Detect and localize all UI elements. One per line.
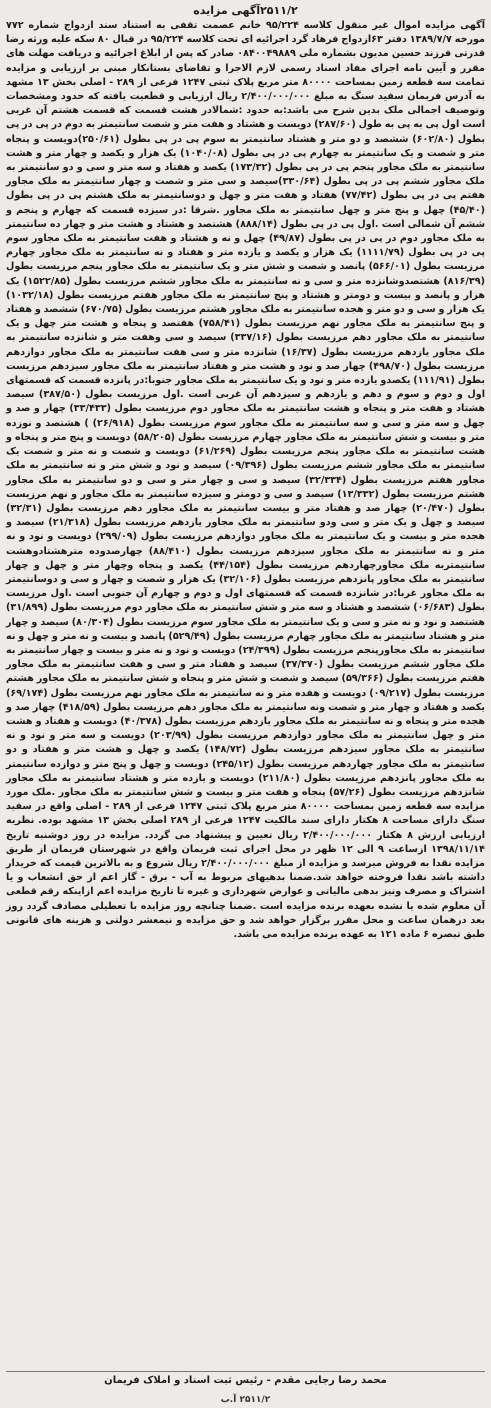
notice-body: آگهی مزایده اموال غیر منقول کلاسه ۹۵/۲۲۴ خانم عصمت تقفی به استناد سند ازدواج شماره ۷۷۲ مورخه ۱۳۸۹/۷/۷ دفتر ۶۳ازدواج فرهاد گرد اجرائیه ای تحت کلاسه ۹۵/۲۲۴ در قبال ۸۰ سکه علیه ورثه رضا قدرتی فرزند حسین مدیون بشماره ملی ۰۸۴۰۰۴۹۸۸۹ صادر که پس از ابلاغ اجرائیه و دریافت مهلت های مقرر و آیین نامه اجرای مفاد اسناد رسمی لازم الاجرا و تقاضای بستانکار مبنی بر ارزیابی و مزایده تمامت سه قطعه زمین بمساحت ۸۰۰۰۰ متر مربع پلاک ثبتی ۱۲۴۷ فرعی از ۲۸۹ - اصلی بخش ۱۳ مشهد به آدرس فریمان سفید سنگ به مبلغ ۲/۴۰۰/۰۰۰/۰۰۰ ریال ارزیابی و قطعیت یافته که حدود ومشخصات وتوصیف اجمالی ملک بدین شرح می باشد:به حدود :شمالادر هشت قسمت که قسمت هشتم آن غربی است اول پی به پی به طول (۲۸۷/۶۰) دویست و هشتاد و هفت متر و شصت سانتیمتر به دوم در پی در پی بطول (۶۰۲/۸۰) ششصد و دو متر و هشتاد سانتیمتر به سوم پی در پی بطول (۲۵۰/۶۱)دویست و پنجاه متر و شصت و یک سانتیمتر به چهارم پی در پی بطول (۱۰۴۰/۰۸) یک هزار و یکصد و چهار متر و هشت سانتیمتر به ملک مجاور پنجم پی در پی بطول (۱۷۳/۳۲) یکصد و هفتاد و سه متر و سی و دو سانتیمتر به ملک مجاور ششم پی در پی بطول (۳۳۰/۶۴)سیصد و سی متر و شصت و چهار سانتیمتر به ملک مجاور هفتم پی در پی بطول (۷۷/۴۲) هفتاد و هفت متر و چهل و دوسانتیمتر به ملک هشتم پی در پی بطول (۴۵/۴۰) چهل و پنج متر و چهل سانتیمتر به ملک مجاور .شرقا :در سیزده قسمت که چهارم و پنجم و ششم آن شمالی است .اول پی در پی بطول (۸۸۸/۱۴) هشتصد و هشتاد و هشت متر و چهار ده سانتیمتر به ملک مجاور دوم در پی در پی بطول (۴۹/۸۷) چهل و نه و هشتاد و هفت سانتیمتر به ملک مجاور سوم پی در پی بطول (۱۱۱۱/۷۹) یک هزار و یکصد و یازده متر و هفتاد و نه سانتیمتر به ملک مجاور چهارم مرزیست بطول (۵۶۶/۰۱) پانصد و شصت و شش متر و یک سانتیمتر به ملک مجاور پنجم مرزیست بطول (۸۱۶/۳۹) هشتصدوشانزده متر و سی و نه سانتیمتر به ملک مجاور ششم مرزیست بطول (۱۵۲۲/۸۵) یک هزار و پانصد و بیست و دومتر و هشتاد و پنج سانتیمتر به ملک مجاور هفتم مرزیست بطول (۱۰۳۲/۱۸) یک هزار و سی و دو متر و هجده سانتیمتر به ملک مجاور هشتم مرزیست بطول (۶۷۰/۷۵) ششصد و هفتاد و پنج سانتیمتر به ملک مجاور نهم مرزیست بطول (۷۵۸/۴۱) هفتصد و پنجاه و هشت متر چهل و یک سانتیمتر به ملک مجاور دهم مرزیست بطول (۳۳۷/۱۶) سیصد و سی وهفت متر و شانزده سانتیمتر به ملک مجاور یازدهم مرزیست بطول (۱۶/۳۷) شانزده متر و سی هفت سانتیمتر به ملک مجاور دوازدهم مرزیست بطول (۴۹۸/۷۰) چهار صد و نود و هشت متر و هفتاد سانتیمتر به ملک مجاور سیزدهم مرزیست بطول (۱۱۱/۹۱) یکصدو یازده متر و نود و یک سانتیمتر به ملک مجاور جنوبا:در پانزده قسمت که قسمتهای اول و دوم و سوم و دهم و یازدهم و سیزدهم آن غربی است .اول مرزیست بطول (۳۸۷/۵۰) سیصد هشتاد و هفت متر و پنجاه و هشت سانتیمتر به ملک مجاور دوم مرزیست بطول (۳۳/۴۳۳) چهار و صد و چهل و سه متر و سی و سه سانتیمتر به ملک مجاور سوم مرزیست بطول (۲۶/۹۱۸) ) هشتصد و نوزده متر و بیست و شش سانتیمتر به ملک مجاور چهارم مرزیست بطول (۵۸/۲۰۵) دویست و پنج متر و پنجاه و هشت سانتیمتر به ملک مجاور پنجم مرزیست بطول (۶۱/۲۶۹) دویست و شصت و نه متر و شصت یک سانتیمتر به ملک مجاور ششم مرزیست بطول (۰۹/۳۹۶) سیصد و نود و شش متر و نه سانتیمتر به ملک مجاور هفتم مرزیست بطول (۳۲/۳۳۴) سیصد و سی و چهار متر و سی و دو سانتیمتر به ملک مجاور هشتم مرزیست بطول (۱۳/۳۳۲) سیصد و سی و دومتر و سیزده سانتیمتر به ملک مجاور و نهم مرزیست بطول (۲۰/۴۷۰) چهار صد و هفتاد متر و بیست سانتیمتر به ملک مجاور دهم مرزیست بطول (۳۲/۳۱) سیصد و چهل و یک متر و سی ودو سانتیمتر به ملک مجاور یازدهم مرزیست بطول (۲۱/۳۱۸) سیصد و هجده متر و بیست و یک سانتیمتر به ملک مجاور دوازدهم مرزیست بطول (۲۹۹/۰۹) دویست و نود و نه متر و نه سانتیمتر به ملک مجاور سیزدهم مرزیست بطول (۸۸/۴۱۰) چهارصدوده مترهشتادوهشت سانتیمتربه ملک مجاورچهاردهم مرزیست بطول (۴۴/۱۵۴) یکصد و پنجاه وچهار متر و چهل و چهار سانتیمتر به ملک مجاور پانزدهم مرزیست بطول (۳۲/۱۰۶) یک هزار و شصت و چهار و سی و دوسانتیمتر به ملک مجاور غربا:در شانزده قسمت که قسمتهای اول و دوم و چهارم آن جنوبی است .اول مرزیست بطول (۰۶/۶۸۳) ششصد و هشتاد و سه متر و شش سانتیمتر به ملک مجاور دوم مرزیست بطول (۳۱/۸۹۹) هشتصد و نود و نه متر و سی و یک سانتیمتر به ملک مجاور سوم مرزیست بطول (۸۰/۳۰۴) سیصد و چهار متر و هشتاد سانتیمتر به ملک مجاور چهارم مرزیست بطول (۵۲۹/۴۹) پانصد و بیست و نه متر و چهل و نه سانتیمتر به ملک مجاورپنجم مرزیست بطول (۲۴/۳۹۹) دویست و نود و نه متر و بیست و چهار سانتیمتر به ملک مجاور ششم مرزیست بطول (۳۷/۳۷۰) سیصد و هفتاد متر و سی و هفت سانتیمتر به ملک مجاور هفتم مرزیست بطول (۵۹/۳۶۶) سیصد و شصت و شش متر و پنجاه و شش سانتیمتر به ملک مجاور هشتم مرزیست بطول (۰۹/۲۱۷) دویست و هفده متر و نه سانتیمتر به ملک مجاور نهم مرزیست بطول (۶۹/۱۷۴) یکصد و هفتاد و چهار متر و شصت ونه سانتیمتر به ملک مجاور دهم مرزیست بطول (۴۱۸/۵۹) چهار صد و هجده متر و پنجاه و نه سانتیمتر به ملک مجاور یازدهم مرزیست بطول (۴۰/۳۷۸) دویست و هفتاد و هشت متر و چهل سانتیمتر به ملک مجاور دوازدهم مرزیست بطول (۲۰۳/۹۹) دویست و سه متر و نود و نه سانتیمتر به ملک مجاور سیزدهم مرزیست بطول (۱۴۸/۷۲) یکصد و چهل و هشت متر و هفتاد و دو سانتیمتر به ملک مجاور چهاردهم مرزیست بطول (۲۴۵/۱۲) دویست و چهل و پنج متر و دوازده سانتیمتر به ملک مجاور پانزدهم مرزیست بطول (۲۱۱/۸۰) دویست و یازده متر و هشتاد سانتیمتر به ملک مجاور شانزدهم مرزیست بطول (۵۷/۲۶) پنجاه و هفت متر و بیست و شش سانتیمتر به ملک مجاور .ملک مورد مزایده سه قطعه زمین بمساحت ۸۰۰۰۰ متر مربع پلاک ثبتی ۱۲۴۷ فرعی از ۲۸۹ - اصلی واقع در سفید سنگ دارای مساحت ۸ هکتار دارای سند مالکیت ۱۲۴۷ فرعی از ۲۸۹ اصلی بخش ۱۳ مشهد بوده. نظریه ارزیابی ارزش ۸ هکتار ۲/۴۰۰/۰۰۰/۰۰۰ ریال تعیین و پیشنهاد می گردد. مزایده در روز دوشنبه تاریخ ۱۳۹۸/۱۱/۱۴ ازساعت ۹ الی ۱۲ ظهر در محل اجرای ثبت فریمان واقع در شهرستان فریمان از طریق مزایده نقدا به فروش میرسد و مزایده از مبلغ ۲/۴۰۰/۰۰۰/۰۰۰ ریال شروع و به بالاترین قیمت که خریدار داشته باشد نقدا فروخته خواهد شد.ضمنا بدهیهای مربوط به آب - برق - گاز اعم از حق انشعاب و یا اشتراک و مصرف ونیز بدهی مالیاتی و عوارض شهرداری و غیره تا تاریخ مزایده اعم ازاینکه رقم قطعی آن معلوم شده یا نشده بعهده برنده مزایده است .ضمنا چنانچه روز مزایده با تعطیلی مصادف گردد روز بعد درهمان ساعت و محل مقرر برگزار خواهد شد و حق مزایده و نیمعشر دولتی و هزینه های قانونی طبق تبصره ۶ ماده ۱۲۱ به عهده برنده مزایده می باشد. [6,20,486,940]
footer-id: ۲۵۱۱/۲ آ.ب [220,1395,271,1405]
auction-notice [6,4,485,942]
divider [6,1371,485,1372]
signature-line: محمد رضا رجایی مقدم - رئیس ثبت اسناد و املاک فریمان [104,1375,387,1386]
notice-title: ۲۵۱۱/۲آگهی مزایده [193,4,298,17]
